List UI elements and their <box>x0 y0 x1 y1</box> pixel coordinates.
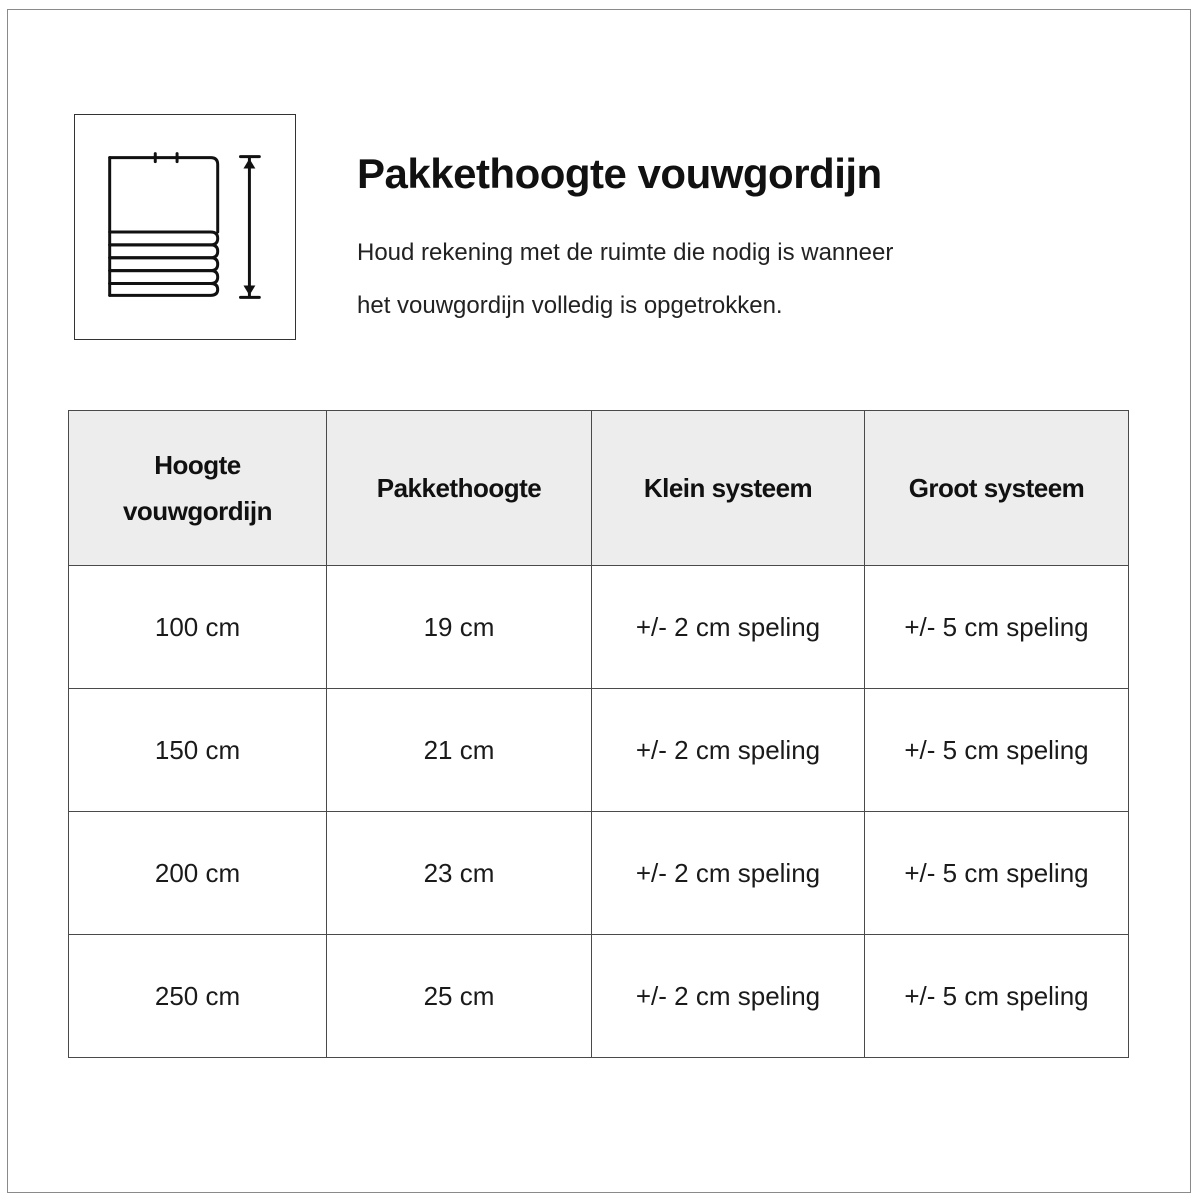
folded-blind-height-icon <box>74 114 296 340</box>
height-arrow-bottom-head <box>243 285 255 295</box>
column-header-large-system <box>865 411 1129 566</box>
cell-package-height: 19 cm <box>327 566 592 689</box>
cell-blind-height: 150 cm <box>69 689 327 812</box>
description-line: het vouwgordijn volledig is opgetrokken. <box>357 292 783 319</box>
cell-blind-height: 200 cm <box>69 812 327 935</box>
table-row <box>69 935 1129 1058</box>
fold-3 <box>110 258 218 271</box>
fold-1 <box>110 232 218 245</box>
cell-blind-height: 100 cm <box>69 566 327 689</box>
cell-package-height: 21 cm <box>327 689 592 812</box>
table-row <box>69 812 1129 935</box>
table-row <box>69 689 1129 812</box>
cell-package-height: 23 cm <box>327 812 592 935</box>
column-header-package-height <box>327 411 592 566</box>
column-header-text: Pakkethoogte <box>376 473 542 503</box>
cell-large-system: +/- 5 cm speling <box>865 566 1129 689</box>
description-line: Houd rekening met de ruimte die nodig is wanneer <box>357 239 894 266</box>
table-row <box>69 566 1129 689</box>
cell-small-system: +/- 2 cm speling <box>592 935 865 1058</box>
column-header-blind-height <box>69 411 327 566</box>
cell-large-system: +/- 5 cm speling <box>865 812 1129 935</box>
column-header-text: Hoogte <box>154 450 241 480</box>
fold-5 <box>110 283 218 295</box>
page-title: Pakkethoogte vouwgordijn <box>357 150 882 197</box>
cell-small-system: +/- 2 cm speling <box>592 566 865 689</box>
column-header-text: Klein systeem <box>643 473 813 503</box>
cell-large-system: +/- 5 cm speling <box>865 935 1129 1058</box>
cell-small-system: +/- 2 cm speling <box>592 812 865 935</box>
column-header-small-system <box>592 411 865 566</box>
package-height-table <box>68 410 1129 1058</box>
height-arrow-top-head <box>243 159 255 169</box>
cell-large-system: +/- 5 cm speling <box>865 689 1129 812</box>
column-header-text: vouwgordijn <box>122 496 273 526</box>
column-header-text: Groot systeem <box>908 473 1085 503</box>
table-header-row <box>69 411 1129 566</box>
fold-2 <box>110 245 218 258</box>
fold-4 <box>110 271 218 284</box>
cell-package-height: 25 cm <box>327 935 592 1058</box>
page-description <box>357 226 893 332</box>
cell-small-system: +/- 2 cm speling <box>592 689 865 812</box>
folded-blind-height-icon-graphic <box>75 115 295 339</box>
blind-rail-line <box>110 158 218 232</box>
cell-blind-height: 250 cm <box>69 935 327 1058</box>
